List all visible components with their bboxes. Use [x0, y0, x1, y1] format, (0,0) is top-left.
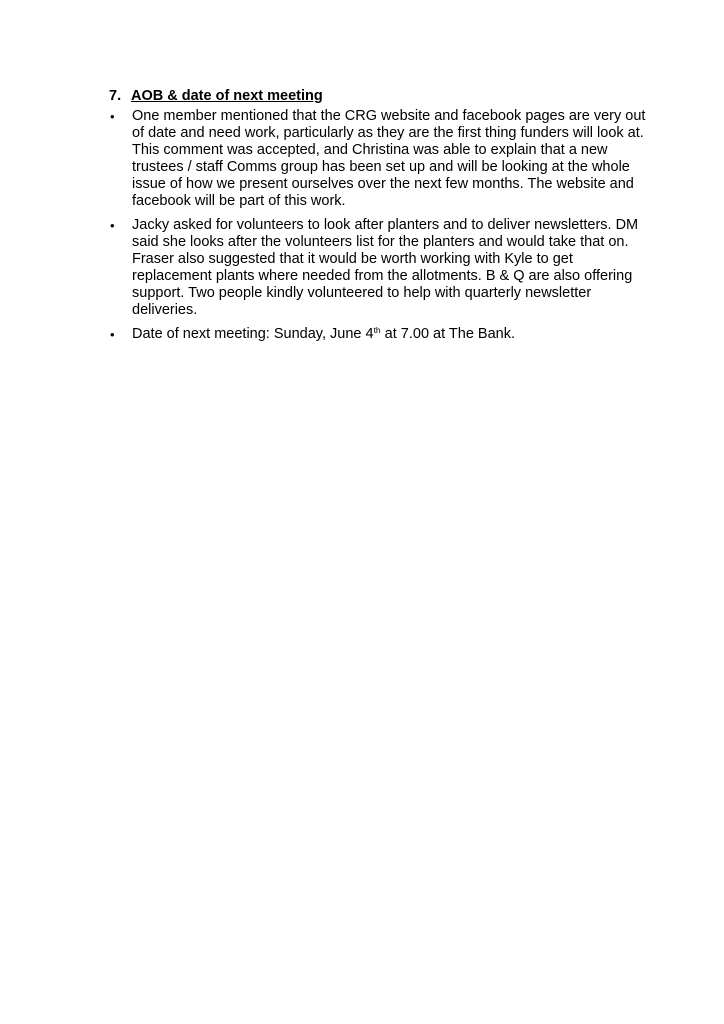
bullet-text-volunteers: Jacky asked for volunteers to look after planters and to deliver newsletters. DM said she looks after the volunteers list for the planters and would take that on. Fraser also suggested that it would be worth working with Kyle to get replacement plants where needed from the allotments. B & Q are also offering support. Two people kindly volunteered to help with quarterly newsletter deliveries. [132, 217, 639, 318]
bullet-text-website: One member mentioned that the CRG website and facebook pages are very out of date and need work, particularly as they are the first thing funders will look at. This comment was accepted, and Christina was able to explain that a new trustees / staff Comms group has been set up and will be looking at the whole issue of how we present ourselves over the next few months. The website and facebook will be part of this work. [132, 108, 646, 209]
list-item [109, 326, 649, 343]
next-meeting-details: at 7.00 at The Bank. [380, 326, 516, 342]
bullet-icon: • [110, 109, 115, 124]
bullet-list [109, 108, 649, 343]
next-meeting-date: Date of next meeting: Sunday, June 4 [132, 326, 374, 342]
aob-section [109, 87, 649, 350]
section-title: AOB & date of next meeting [131, 88, 323, 104]
ordinal-suffix: th [373, 325, 381, 335]
section-number: 7. [109, 88, 122, 104]
bullet-icon: • [110, 327, 115, 342]
bullet-text-next-meeting [132, 326, 649, 343]
list-item [109, 108, 649, 210]
section-heading [109, 87, 649, 105]
bullet-icon: • [110, 218, 115, 233]
list-item [109, 217, 649, 319]
